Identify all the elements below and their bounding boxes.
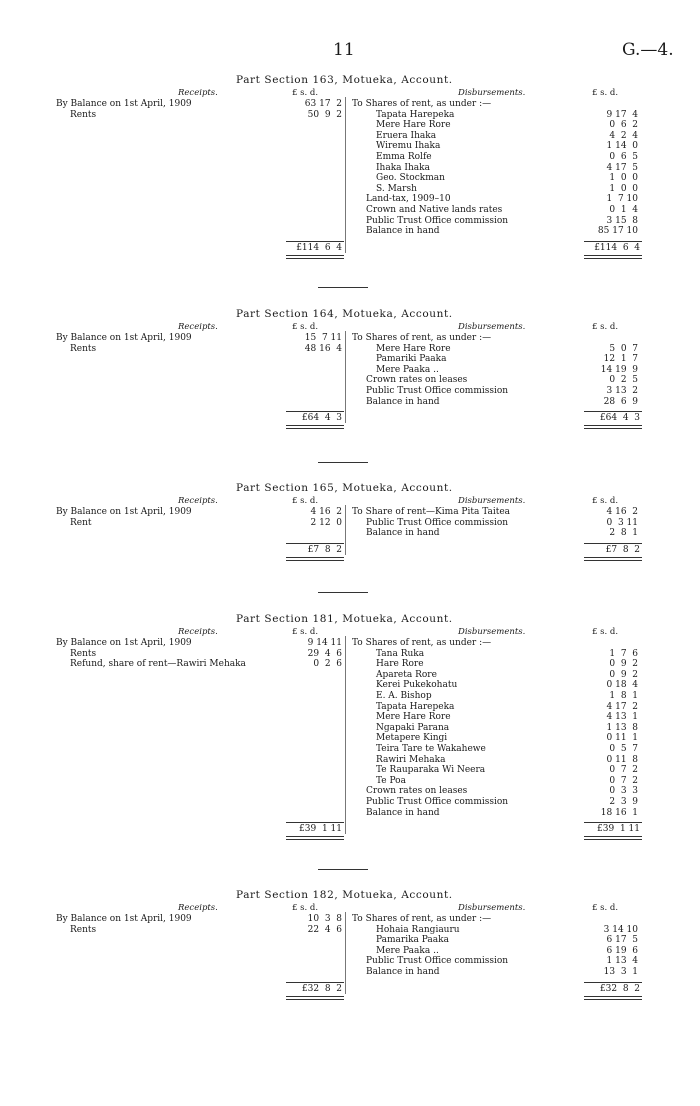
receipts-currency-header: £ s. d. [292,903,319,913]
disbursements-total-double-rule [584,255,642,259]
disbursements-heading: Disbursements. [458,903,526,913]
disbursement-amount: 4 13 1 [606,712,638,723]
disbursements-heading: Disbursements. [458,88,526,98]
disbursements-currency-header: £ s. d. [592,88,619,98]
disbursement-label: Mere Hare Rore [376,120,451,131]
disbursements-currency-header: £ s. d. [592,627,619,637]
disbursement-amount: 0 2 5 [609,375,638,386]
receipts-currency-header: £ s. d. [292,88,319,98]
disbursement-amount: 6 19 6 [606,945,638,956]
receipt-label: Rents [70,109,97,120]
disbursement-label: Hohaia Rangiauru [376,924,460,935]
disbursement-label: Pamarika Paaka [376,935,449,946]
receipts-total-rule [286,543,344,544]
disbursement-label: Public Trust Office commission [366,797,509,807]
receipts-total: £7 8 2 [307,544,342,555]
account-title: Part Section 164, Motueka, Account. [236,308,453,320]
receipt-label: By Balance on 1st April, 1909 [56,99,192,109]
disbursement-label: Crown rates on leases [366,786,468,797]
receipts-total-double-rule [286,425,344,429]
disbursement-label: To Shares of rent, as under :— [352,638,492,648]
disbursement-amount: 9 17 4 [606,109,638,120]
disbursement-amount: 2 3 9 [609,797,638,807]
disbursement-label: Mere Paaka .. [376,364,439,375]
disbursement-amount: 4 17 2 [606,701,638,712]
receipt-label: By Balance on 1st April, 1909 [56,914,192,924]
disbursement-label: Wiremu Ihaka [376,141,441,152]
disbursement-label: To Shares of rent, as under :— [352,333,492,343]
disbursement-label: Balance in hand [366,528,440,539]
disbursement-label: Hare Rore [376,659,424,670]
receipts-total: £64 4 3 [301,413,342,424]
receipt-amount: 29 4 6 [307,648,342,659]
disbursements-total-double-rule [584,425,642,429]
disbursements-total-double-rule [584,557,642,561]
disbursement-amount: 0 11 8 [606,754,638,765]
column-divider [345,97,346,253]
disbursement-label: Eruera Ihaka [376,130,437,141]
disbursement-label: Tana Ruka [376,648,425,659]
disbursement-amount: 4 17 5 [606,162,638,173]
disbursement-label: Crown and Native lands rates [366,205,503,215]
section-separator [318,287,368,288]
disbursement-label: Kerei Pukekohatu [376,680,458,691]
disbursements-heading: Disbursements. [458,496,526,506]
receipts-total-rule [286,241,344,242]
disbursement-amount: 0 11 1 [606,733,638,744]
disbursement-label: Balance in hand [366,807,440,818]
receipt-amount: 22 4 6 [307,924,342,935]
receipt-label: By Balance on 1st April, 1909 [56,638,192,648]
receipts-heading: Receipts. [178,322,218,332]
receipts-total: £39 1 11 [299,824,342,835]
disbursements-heading: Disbursements. [458,322,526,332]
disbursement-amount: 0 7 2 [609,775,638,786]
disbursement-label: E. A. Bishop [376,691,432,701]
disbursement-label: Te Rauparaka Wi Neera [376,765,486,776]
column-divider [345,331,346,423]
disbursement-amount: 12 1 7 [603,354,638,365]
disbursement-label: S. Marsh [376,183,417,194]
receipts-total-double-rule [286,996,344,1000]
receipt-label: By Balance on 1st April, 1909 [56,507,192,517]
disbursement-label: Public Trust Office commission [366,215,509,226]
page-number: 11 [333,40,355,60]
disbursements-total: £32 8 2 [599,983,640,994]
receipt-amount: 4 16 2 [310,507,342,517]
disbursement-amount: 1 7 10 [606,194,638,205]
disbursement-amount: 18 16 1 [600,807,638,818]
disbursements-total: £114 6 4 [594,242,640,253]
disbursement-label: To Share of rent—Kima Pita Taitea [352,507,511,517]
section-separator [318,592,368,593]
disbursement-amount: 2 8 1 [609,528,638,539]
disbursement-label: Public Trust Office commission [366,517,509,528]
disbursement-amount: 0 3 11 [606,517,638,528]
account-title: Part Section 165, Motueka, Account. [236,482,453,494]
receipts-total-rule [286,411,344,412]
disbursement-label: Crown rates on leases [366,375,468,386]
disbursement-amount: 0 6 5 [609,152,638,162]
disbursement-label: To Shares of rent, as under :— [352,914,492,924]
receipt-amount: 63 17 2 [304,99,342,109]
receipts-total: £114 6 4 [296,242,342,253]
receipts-currency-header: £ s. d. [292,627,319,637]
disbursement-amount: 1 7 6 [609,648,638,659]
disbursement-label: Public Trust Office commission [366,956,509,967]
disbursements-total-rule [584,982,642,983]
receipt-amount: 0 2 6 [313,659,342,670]
receipts-currency-header: £ s. d. [292,496,319,506]
disbursement-amount: 1 13 8 [606,722,638,733]
disbursement-amount: 0 3 3 [609,786,638,797]
disbursement-label: Te Poa [376,775,406,786]
disbursement-label: Metapere Kingi [376,733,448,744]
disbursement-amount: 1 8 1 [609,691,638,701]
disbursement-amount: 0 5 7 [609,744,638,754]
receipts-total-rule [286,822,344,823]
disbursement-label: Ihaka Ihaka [376,162,430,173]
disbursements-currency-header: £ s. d. [592,496,619,506]
column-divider [345,912,346,994]
receipts-currency-header: £ s. d. [292,322,319,332]
disbursement-amount: 28 6 9 [603,396,638,407]
receipts-total-double-rule [286,836,344,840]
disbursements-total: £39 1 11 [597,824,640,835]
account-title: Part Section 163, Motueka, Account. [236,74,453,86]
column-divider [345,636,346,834]
disbursements-currency-header: £ s. d. [592,322,619,332]
receipts-heading: Receipts. [178,627,218,637]
disbursement-label: Tapata Harepeka [376,701,455,712]
account-title: Part Section 181, Motueka, Account. [236,613,453,625]
receipt-label: Refund, share of rent—Rawiri Mehaka [70,659,246,670]
disbursement-label: Mere Hare Rore [376,712,451,723]
disbursement-amount: 0 7 2 [609,765,638,776]
disbursements-currency-header: £ s. d. [592,903,619,913]
disbursement-label: Balance in hand [366,396,440,407]
receipts-heading: Receipts. [178,903,218,913]
disbursement-amount: 0 9 2 [609,659,638,670]
disbursement-label: Mere Hare Rore [376,343,451,354]
disbursement-amount: 3 14 10 [603,924,638,935]
disbursement-label: Balance in hand [366,226,440,237]
disbursement-label: Mere Paaka .. [376,945,439,956]
account-title: Part Section 182, Motueka, Account. [236,889,453,901]
section-separator [318,462,368,463]
disbursement-amount: 4 16 2 [606,507,638,517]
disbursements-total-double-rule [584,996,642,1000]
disbursements-total: £64 4 3 [599,413,640,424]
disbursement-amount: 0 18 4 [606,680,638,691]
receipts-total-double-rule [286,255,344,259]
disbursement-label: Geo. Stockman [376,173,445,184]
receipt-amount: 15 7 11 [304,333,342,343]
receipt-label: Rents [70,924,97,935]
disbursement-label: Apareta Rore [376,669,437,680]
disbursement-amount: 85 17 10 [597,226,638,237]
disbursement-amount: 6 17 5 [606,935,638,946]
disbursements-total: £7 8 2 [605,544,640,555]
disbursement-label: To Shares of rent, as under :— [352,99,492,109]
disbursement-label: Pamariki Paaka [376,354,447,365]
disbursements-heading: Disbursements. [458,627,526,637]
disbursement-label: Tapata Harepeka [376,109,455,120]
disbursements-total-rule [584,241,642,242]
disbursement-label: Land-tax, 1909–10 [366,194,451,205]
section-separator [318,869,368,870]
disbursement-amount: 1 13 4 [606,956,638,967]
disbursement-amount: 3 13 2 [606,386,638,396]
disbursement-amount: 0 9 2 [609,669,638,680]
receipt-amount: 50 9 2 [307,109,342,120]
receipt-label: Rents [70,343,97,354]
disbursement-label: Balance in hand [366,967,440,977]
disbursement-label: Teira Tare te Wakahewe [376,744,486,754]
receipt-amount: 48 16 4 [304,343,342,354]
disbursement-amount: 3 15 8 [606,215,638,226]
disbursement-amount: 14 19 9 [600,364,638,375]
disbursement-amount: 1 0 0 [609,173,638,184]
receipt-amount: 10 3 8 [307,914,342,924]
page-reference: G.—4. [622,40,674,60]
disbursement-amount: 0 6 2 [609,120,638,131]
receipts-heading: Receipts. [178,496,218,506]
disbursements-total-double-rule [584,836,642,840]
receipts-heading: Receipts. [178,88,218,98]
disbursements-total-rule [584,543,642,544]
disbursement-label: Rawiri Mehaka [376,754,446,765]
receipt-label: By Balance on 1st April, 1909 [56,333,192,343]
disbursement-label: Ngapaki Parana [376,722,450,733]
receipt-amount: 9 14 11 [307,638,342,648]
receipt-label: Rent [70,517,92,528]
disbursement-amount: 1 0 0 [609,183,638,194]
column-divider [345,505,346,555]
disbursement-amount: 4 2 4 [609,130,638,141]
disbursement-label: Public Trust Office commission [366,386,509,396]
receipts-total-double-rule [286,557,344,561]
disbursement-amount: 1 14 0 [606,141,638,152]
disbursement-amount: 0 1 4 [609,205,638,215]
disbursement-label: Emma Rolfe [376,152,432,162]
disbursement-amount: 13 3 1 [603,967,638,977]
receipts-total: £32 8 2 [301,983,342,994]
disbursements-total-rule [584,411,642,412]
disbursements-total-rule [584,822,642,823]
receipts-total-rule [286,982,344,983]
receipt-amount: 2 12 0 [310,517,342,528]
disbursement-amount: 5 0 7 [609,343,638,354]
receipt-label: Rents [70,648,97,659]
